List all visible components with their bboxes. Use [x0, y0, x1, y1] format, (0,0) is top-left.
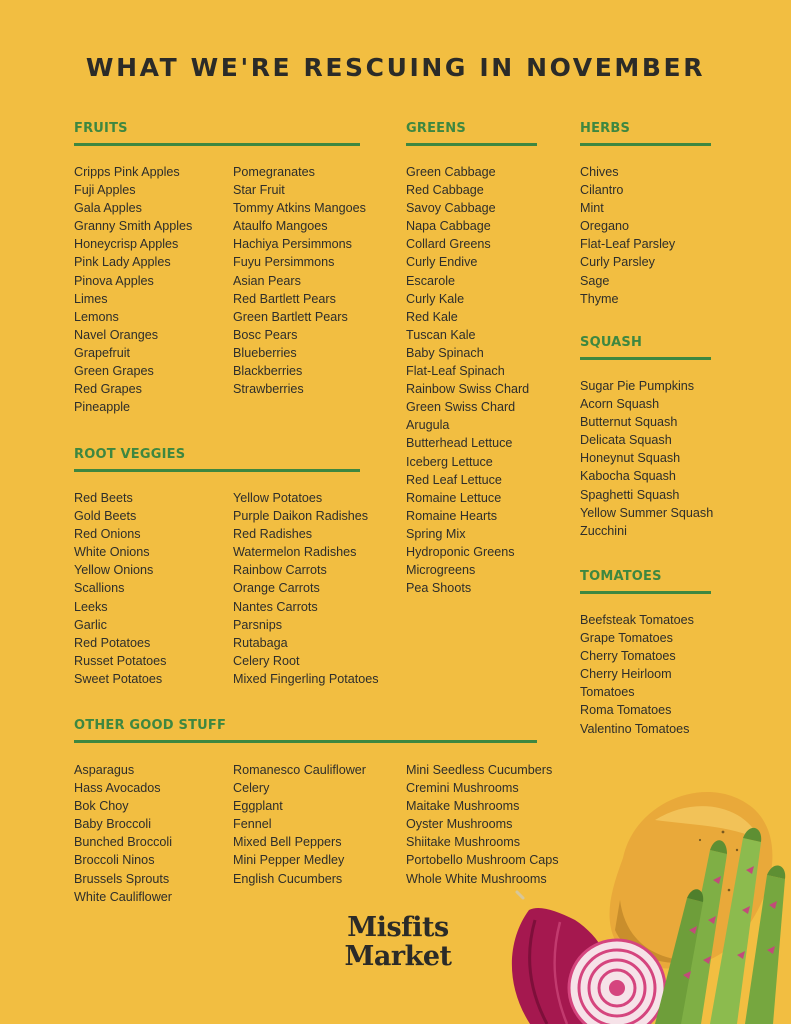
list-item: Gold Beets [74, 509, 137, 524]
list-item: Red Potatoes [74, 635, 151, 650]
list-item: Delicata Squash [580, 433, 672, 448]
list-item: Flat-Leaf Spinach [406, 364, 505, 379]
list-item: English Cucumbers [233, 871, 343, 886]
fruits-list-col2 [233, 163, 366, 398]
root-veggies-list-col2 [233, 489, 379, 688]
fruits-divider [74, 143, 360, 146]
list-item: Parsnips [233, 617, 282, 632]
list-item: Zucchini [580, 523, 627, 538]
list-item: Spring Mix [406, 526, 466, 541]
list-item: Green Swiss Chard [406, 400, 516, 415]
list-item: Valentino Tomatoes [580, 721, 690, 736]
list-item: Curly Endive [406, 255, 478, 270]
list-item: Broccoli Ninos [74, 853, 155, 868]
list-item: Star Fruit [233, 183, 285, 198]
list-item: Hass Avocados [74, 781, 161, 796]
list-item: Brussels Sprouts [74, 871, 170, 886]
list-item: Red Grapes [74, 382, 142, 397]
other-good-stuff-heading: OTHER GOOD STUFF [74, 718, 227, 733]
list-item: Hydroponic Greens [406, 544, 515, 559]
list-item: Asparagus [74, 763, 135, 777]
list-item: Leeks [74, 599, 108, 614]
list-item: Oyster Mushrooms [406, 817, 513, 832]
list-item: Honeynut Squash [580, 451, 681, 466]
squash-heading: SQUASH [580, 335, 643, 350]
list-item: Nantes Carrots [233, 599, 318, 614]
list-item: Baby Broccoli [74, 817, 151, 832]
list-item: Scallions [74, 581, 125, 596]
other-list-col2 [233, 761, 366, 888]
list-item: Chives [580, 165, 619, 179]
list-item: Rainbow Swiss Chard [406, 382, 530, 397]
list-item: Fennel [233, 817, 272, 832]
squash-divider [580, 357, 711, 360]
other-good-stuff-divider [74, 740, 537, 743]
list-item: Iceberg Lettuce [406, 454, 493, 469]
list-item: Blueberries [233, 345, 297, 360]
list-item: Red Onions [74, 527, 141, 542]
list-item: Fuji Apples [74, 183, 136, 198]
list-item: Green Bartlett Pears [233, 309, 348, 324]
list-item: Acorn Squash [580, 397, 660, 412]
list-item: Shiitake Mushrooms [406, 835, 521, 850]
list-item: Tomatoes [580, 685, 635, 700]
list-item: Grapefruit [74, 345, 130, 360]
logo-line-1: Misfits [347, 912, 449, 943]
list-item: Red Radishes [233, 527, 313, 542]
list-item: Limes [74, 291, 108, 306]
logo-line-2: Market [344, 941, 452, 972]
list-item: Savoy Cabbage [406, 201, 496, 216]
list-item: Arugula [406, 418, 450, 433]
greens-divider [406, 143, 537, 146]
list-item: Fuyu Persimmons [233, 255, 335, 270]
list-item: Pinova Apples [74, 273, 154, 288]
list-item: Tommy Atkins Mangoes [233, 201, 366, 216]
list-item: Cherry Heirloom [580, 667, 672, 682]
list-item: Whole White Mushrooms [406, 871, 547, 886]
list-item: Bunched Broccoli [74, 835, 173, 850]
root-veggies-heading: ROOT VEGGIES [74, 447, 186, 462]
list-item: Kabocha Squash [580, 469, 676, 484]
list-item: Bok Choy [74, 799, 129, 814]
list-item: Butternut Squash [580, 415, 678, 430]
list-item: Microgreens [406, 563, 476, 578]
list-item: Gala Apples [74, 201, 142, 216]
list-item: Romanesco Cauliflower [233, 763, 366, 777]
list-item: Purple Daikon Radishes [233, 509, 369, 524]
list-item: Granny Smith Apples [74, 219, 193, 234]
list-item: Cremini Mushrooms [406, 781, 519, 796]
list-item: Cripps Pink Apples [74, 165, 180, 179]
list-item: Red Beets [74, 491, 133, 505]
herbs-list [580, 163, 675, 308]
other-list-col1 [74, 761, 172, 906]
list-item: Rainbow Carrots [233, 563, 327, 578]
list-item: Honeycrisp Apples [74, 237, 179, 252]
list-item: Tuscan Kale [406, 327, 476, 342]
list-item: Romaine Lettuce [406, 490, 502, 505]
herbs-heading: HERBS [580, 121, 631, 136]
greens-heading: GREENS [406, 121, 466, 136]
list-item: Grape Tomatoes [580, 631, 673, 646]
list-item: Mini Seedless Cucumbers [406, 763, 553, 777]
list-item: Mint [580, 201, 604, 216]
list-item: Russet Potatoes [74, 653, 167, 668]
list-item: White Onions [74, 545, 150, 560]
list-item: Red Bartlett Pears [233, 291, 336, 306]
fruits-heading: FRUITS [74, 121, 128, 136]
squash-list [580, 377, 713, 540]
list-item: Baby Spinach [406, 345, 484, 360]
list-item: Oregano [580, 219, 630, 234]
list-item: Curly Parsley [580, 255, 655, 270]
list-item: Asian Pears [233, 273, 301, 288]
page-title: WHAT WE'RE RESCUING IN NOVEMBER [85, 53, 706, 82]
list-item: Pink Lady Apples [74, 255, 171, 270]
list-item: Butterhead Lettuce [406, 436, 513, 451]
list-item: Garlic [74, 617, 107, 632]
list-item: Collard Greens [406, 237, 491, 252]
list-item: Thyme [580, 291, 619, 306]
list-item: Lemons [74, 309, 119, 324]
list-item: Roma Tomatoes [580, 703, 672, 718]
list-item: Mini Pepper Medley [233, 853, 345, 868]
list-item: Cherry Tomatoes [580, 649, 676, 664]
list-item: Portobello Mushroom Caps [406, 853, 559, 868]
list-item: Pomegranates [233, 165, 315, 179]
list-item: Spaghetti Squash [580, 487, 680, 502]
list-item: White Cauliflower [74, 889, 172, 904]
list-item: Napa Cabbage [406, 219, 491, 234]
tomatoes-divider [580, 591, 711, 594]
list-item: Blackberries [233, 364, 303, 379]
fruits-list-col1 [74, 163, 192, 416]
list-item: Bosc Pears [233, 327, 298, 342]
list-item: Yellow Summer Squash [580, 505, 714, 520]
list-item: Hachiya Persimmons [233, 237, 352, 252]
list-item: Mixed Fingerling Potatoes [233, 671, 379, 686]
tomatoes-list [580, 611, 694, 738]
list-item: Ataulfo Mangoes [233, 219, 328, 234]
list-item: Pineapple [74, 400, 131, 415]
list-item: Beefsteak Tomatoes [580, 613, 694, 627]
list-item: Red Leaf Lettuce [406, 472, 502, 487]
list-item: Green Cabbage [406, 165, 496, 179]
list-item: Celery [233, 781, 270, 796]
list-item: Yellow Onions [74, 563, 154, 578]
list-item: Green Grapes [74, 364, 154, 379]
list-item: Strawberries [233, 382, 304, 397]
list-item: Mixed Bell Peppers [233, 835, 342, 850]
list-item: Romaine Hearts [406, 508, 497, 523]
list-item: Curly Kale [406, 291, 465, 306]
list-item: Eggplant [233, 799, 283, 814]
list-item: Watermelon Radishes [233, 545, 357, 560]
produce-illustration [505, 780, 791, 1024]
list-item: Pea Shoots [406, 581, 472, 596]
tomatoes-heading: TOMATOES [580, 569, 662, 584]
list-item: Escarole [406, 273, 455, 288]
list-item: Celery Root [233, 653, 300, 668]
list-item: Cilantro [580, 183, 624, 198]
misfits-market-logo [320, 913, 476, 971]
list-item: Red Cabbage [406, 183, 484, 198]
list-item: Orange Carrots [233, 581, 320, 596]
list-item: Rutabaga [233, 635, 288, 650]
list-item: Sage [580, 273, 610, 288]
root-veggies-divider [74, 469, 360, 472]
list-item: Sugar Pie Pumpkins [580, 379, 695, 393]
list-item: Flat-Leaf Parsley [580, 237, 676, 252]
list-item: Maitake Mushrooms [406, 799, 520, 814]
list-item: Sweet Potatoes [74, 671, 163, 686]
list-item: Red Kale [406, 309, 458, 324]
list-item: Navel Oranges [74, 327, 158, 342]
beet-slice-icon [569, 940, 665, 1024]
herbs-divider [580, 143, 711, 146]
greens-list [406, 163, 529, 597]
root-veggies-list-col1 [74, 489, 166, 688]
list-item: Yellow Potatoes [233, 491, 323, 505]
